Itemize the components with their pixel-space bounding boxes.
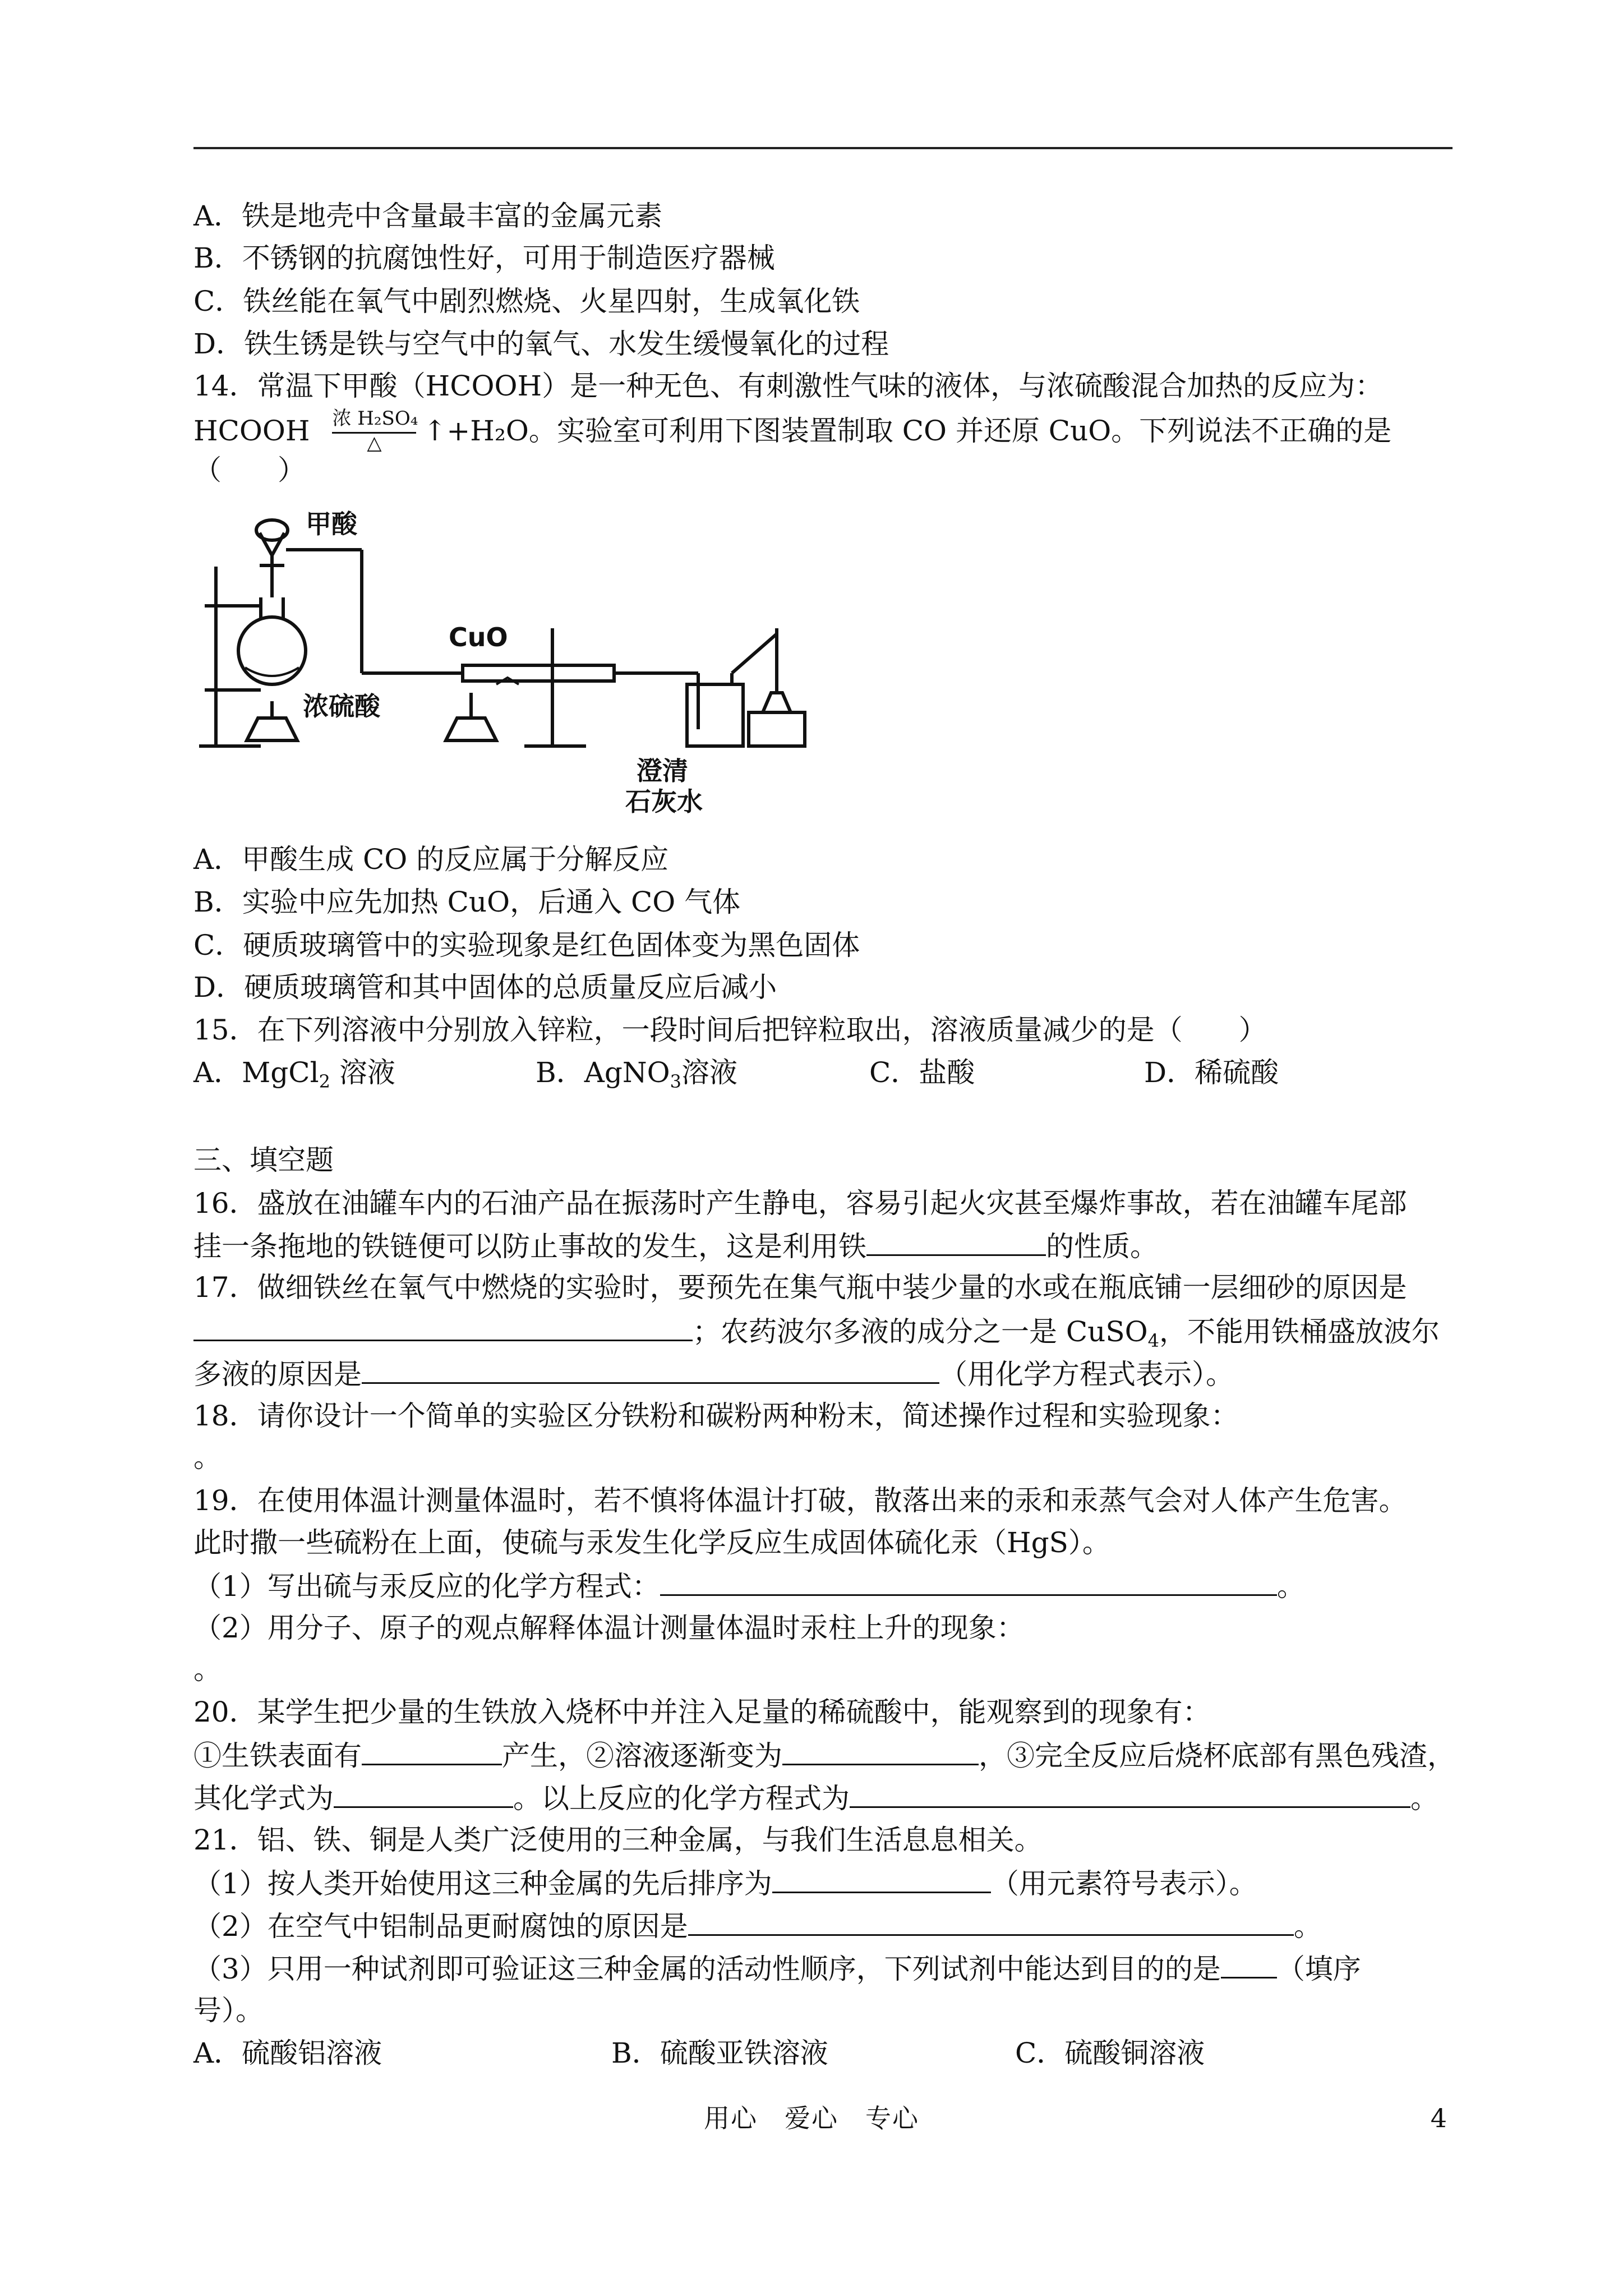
q18-line-2: 。 [193, 1441, 222, 1474]
q19-line-5: 。 [193, 1653, 222, 1686]
q16-line-2: 挂一条拖地的铁链便可以防止事故的发生，这是利用铁 的性质。 [193, 1228, 1158, 1263]
section-title: 三、填空题 [193, 1144, 334, 1176]
q14-option-a: A．甲酸生成 CO 的反应属于分解反应 [193, 843, 669, 876]
q14-answer-paren: （ ） [193, 454, 306, 486]
q15-option-a: A．MgCl$_2$ 溶液 [193, 1056, 395, 1092]
q21-option-b: B．硫酸亚铁溶液 [611, 2037, 828, 2069]
q21-line-4: （3）只用一种试剂即可验证这三种金属的活动性顺序，下列试剂中能达到目的的是 （填序 [193, 1951, 1361, 1986]
q20-line-1: 20．某学生把少量的生铁放入烧杯中并注入足量的稀硫酸中，能观察到的现象有： [193, 1696, 1211, 1728]
q13-option-b: B．不锈钢的抗腐蚀性好，可用于制造医疗器械 [193, 242, 775, 274]
q20-line-2: ①生铁表面有 产生，②溶液逐渐变为 ，③完全反应后烧杯底部有黑色残渣， [193, 1738, 1455, 1773]
q13-option-c: C．铁丝能在氧气中剧烈燃烧、火星四射，生成氧化铁 [193, 285, 860, 318]
q16-blank[interactable] [866, 1228, 1046, 1256]
q18-line-1: 18．请你设计一个简单的实验区分铁粉和碳粉两种粉末，简述操作过程和实验现象： [193, 1400, 1239, 1432]
q15-stem: 15．在下列溶液中分别放入锌粒，一段时间后把锌粒取出，溶液质量减少的是（ ） [193, 1014, 1267, 1046]
label-formic-acid: 甲酸 [306, 509, 357, 539]
q20-line-3: 其化学式为 。以上反应的化学方程式为 。 [193, 1780, 1438, 1815]
q21-blank-2[interactable] [688, 1908, 1294, 1936]
apparatus-figure [193, 499, 844, 825]
q21-blank-3[interactable] [1221, 1951, 1277, 1978]
q13-option-d: D．铁生锈是铁与空气中的氧气、水发生缓慢氧化的过程 [193, 328, 889, 360]
q17-line-2: ；农药波尔多液的成分之一是 CuSO$_4$，不能用铁桶盛放波尔 [193, 1314, 1440, 1349]
q17-line-3: 多液的原因是 （用化学方程式表示）。 [193, 1356, 1234, 1391]
q14-eq-left: HCOOH [193, 415, 310, 447]
q21-option-c: C．硫酸铜溶液 [1015, 2037, 1205, 2069]
q20-blank-2[interactable] [782, 1738, 979, 1765]
q14-option-c: C．硬质玻璃管中的实验现象是红色固体变为黑色固体 [193, 929, 860, 961]
q17-blank-1[interactable] [193, 1314, 693, 1341]
q21-line-1: 21．铝、铁、铜是人类广泛使用的三种金属，与我们生活息息相关。 [193, 1824, 1043, 1856]
q21-line-5: 号）。 [193, 1994, 264, 2027]
label-limewater-1: 澄清 [637, 756, 688, 786]
label-cuo: CuO [449, 622, 508, 652]
q17-blank-2[interactable] [362, 1356, 939, 1384]
q15-option-b: B．AgNO$_3$溶液 [536, 1056, 737, 1092]
q14-option-b: B．实验中应先加热 CuO，后通入 CO 气体 [193, 886, 741, 918]
q20-blank-4[interactable] [850, 1780, 1410, 1808]
q16-line-1: 16．盛放在油罐车内的石油产品在振荡时产生静电，容易引起火灾甚至爆炸事故，若在油罐车尾部 [193, 1187, 1407, 1220]
label-limewater-2: 石灰水 [625, 786, 703, 817]
q19-line-2: 此时撒一些硫粉在上面，使硫与汞发生化学反应生成固体硫化汞（HgS）。 [193, 1526, 1110, 1559]
q17-line-1: 17．做细铁丝在氧气中燃烧的实验时，要预先在集气瓶中装少量的水或在瓶底铺一层细砂的原因是 [193, 1271, 1407, 1304]
header-rule [193, 147, 1453, 149]
q19-line-4: （2）用分子、原子的观点解释体温计测量体温时汞柱上升的现象： [193, 1612, 1025, 1644]
reaction-condition [332, 407, 418, 454]
q21-line-3: （2）在空气中铝制品更耐腐蚀的原因是 。 [193, 1908, 1322, 1943]
condition-heat: △ [367, 432, 382, 454]
q21-blank-1[interactable] [772, 1866, 991, 1893]
q20-blank-1[interactable] [362, 1738, 502, 1765]
q14-stem: 14．常温下甲酸（HCOOH）是一种无色、有刺激性气味的液体，与浓硫酸混合加热的反应为： [193, 370, 1384, 402]
q21-line-2: （1）按人类开始使用这三种金属的先后排序为 （用元素符号表示）。 [193, 1866, 1257, 1901]
q20-blank-3[interactable] [334, 1780, 513, 1808]
q15-option-c: C．盐酸 [869, 1056, 975, 1089]
q14-equation [193, 407, 1392, 454]
page-number: 4 [1430, 2103, 1447, 2133]
q19-line-1: 19．在使用体温计测量体温时，若不慎将体温计打破，散落出来的汞和汞蒸气会对人体产生危害。 [193, 1484, 1407, 1517]
q19-blank[interactable] [660, 1568, 1277, 1596]
q14-option-d: D．硬质玻璃管和其中固体的总质量反应后减小 [193, 971, 777, 1004]
q15-option-d: D．稀硫酸 [1144, 1056, 1279, 1089]
q14-eq-right: ↑+H₂O。实验室可利用下图装置制取 CO 并还原 CuO。下列说法不正确的是 [423, 415, 1392, 447]
q19-line-3: （1）写出硫与汞反应的化学方程式： 。 [193, 1568, 1305, 1603]
label-sulfuric-acid: 浓硫酸 [303, 691, 380, 721]
q21-option-a: A．硫酸铝溶液 [193, 2037, 382, 2069]
page-footer: 用心 爱心 专心 [704, 2103, 919, 2133]
q13-option-a: A．铁是地壳中含量最丰富的金属元素 [193, 200, 663, 232]
condition-reagent: 浓 H₂SO₄ [332, 407, 418, 430]
